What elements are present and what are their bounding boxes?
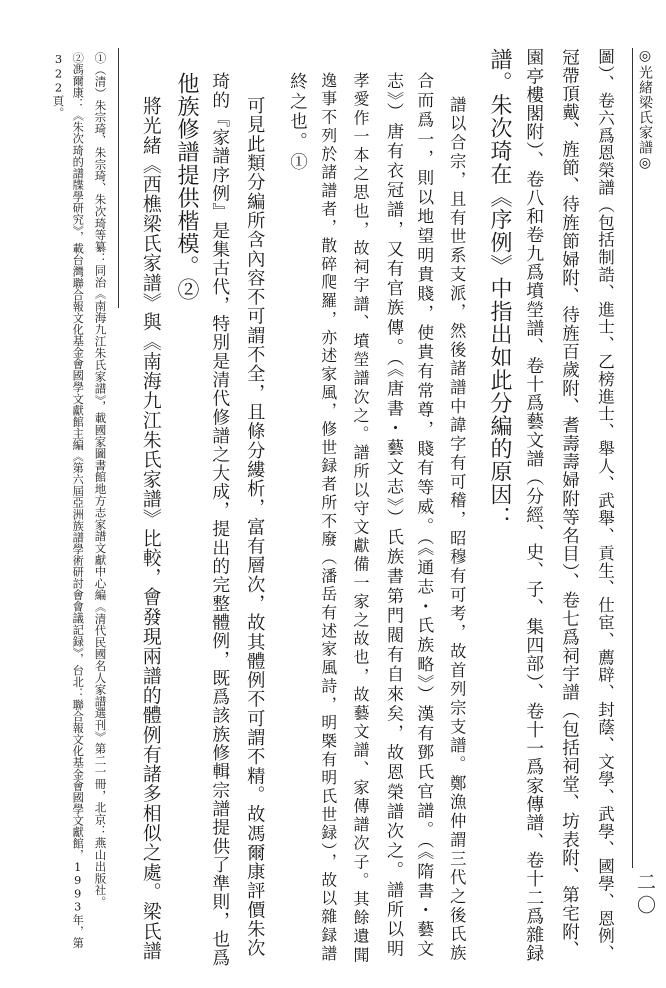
header-rule xyxy=(632,48,633,868)
footnote-2-cont: 322頁。 xyxy=(51,52,66,119)
quote-line-6: 終之也。① xyxy=(287,72,308,173)
quote-line-5: 逸事不列於諸譜者，散碎爬羅，亦述家風，修世録者所不廢（潘岳有述家風詩，明槩有明氏世録），故以雜録譜 xyxy=(318,72,338,964)
para2-line-1: 可見此類分編所含內容不可謂不全，且條分縷析，富有層次，故其體例不可謂不精。故馮爾康評價朱次 xyxy=(244,96,266,958)
para3-line-1: 將光緒《西樵梁氏家譜》與《南海九江朱氏家譜》比較，會發現兩譜的體例有諸多相似之處。梁氏譜 xyxy=(139,96,161,961)
para1-line-1: 圖）、卷六爲恩榮譜（包括制誥、進士、乙榜進士、舉人、武舉、貢生、仕宦、薦辟、封蔭、文學、武學、國學、恩例、 xyxy=(595,48,615,962)
para1-line-3: 園亭樓閣附）、卷八和卷九爲墳塋譜、卷十爲藝文譜（分經、史、子、集四部）、卷十一爲家傳譜、卷十二爲雜録 xyxy=(523,48,544,963)
footnote-1: ①（清）朱宗琦、朱宗琦、朱次琦等纂：同治《南海九江朱氏家譜》，載國家圖書館地方志家譜文獻中心編《清代民國名人家譜選刊》第二一冊，北京：燕山出版社。 xyxy=(93,52,108,908)
footnote-2: ②馮爾康：《朱次琦的譜牒學研究》，載台灣聯合報文化基金會國學文獻館主編《第六屆亞洲族譜學術研討會會議記録》，台北：聯合報文化基金會國學文獻館，1993年，第 xyxy=(71,52,85,949)
para2-line-3: 他族修譜提供楷模。② xyxy=(174,72,199,301)
para1-line-2: 冠帶頂戴、旌節、待旌節婦附、待旌百歲附、耆壽壽婦附等名目）、卷七爲祠宇譜（包括祠堂、坊表附、第宅附、 xyxy=(559,48,580,960)
para2-line-2: 琦的『家譜序例』是集古代，特別是清代修譜之大成，提出的完整體例，既爲該族修輯宗譜提供了準則，也爲 xyxy=(209,72,230,968)
quote-line-2: 合而爲一，則以地望明貴賤，使貴有常尊，賤有等威。（《通志・氏族略》）漢有鄧氏官譜。（《隋書・藝文 xyxy=(414,72,435,959)
quote-line-4: 孝愛作一本之思也，故祠宇譜、墳塋譜次之。譜所以守文獻備一家之故也，故藝文譜、家傳譜次子。其餘遺聞 xyxy=(351,72,370,965)
quote-line-1: 譜以合宗，且有世系支派，然後諸譜中諱字有可稽，昭穆有可考，故首列宗支譜。鄭漁仲謂三代之後氏族 xyxy=(447,96,467,964)
running-title: ◎光緒梁氏家譜◎ xyxy=(637,48,653,172)
para1-line-4: 譜。朱次琦在《序例》中指出如此分編的原因： xyxy=(487,48,512,529)
quote-line-3: 志》）唐有衣冠譜，又有官族傳。（《唐書・藝文志》）氏族書第門閥有自來矣，故恩榮譜次之。譜所以明 xyxy=(383,72,403,960)
page-number: 二〇 xyxy=(634,872,656,918)
footnote-rule xyxy=(118,48,119,308)
